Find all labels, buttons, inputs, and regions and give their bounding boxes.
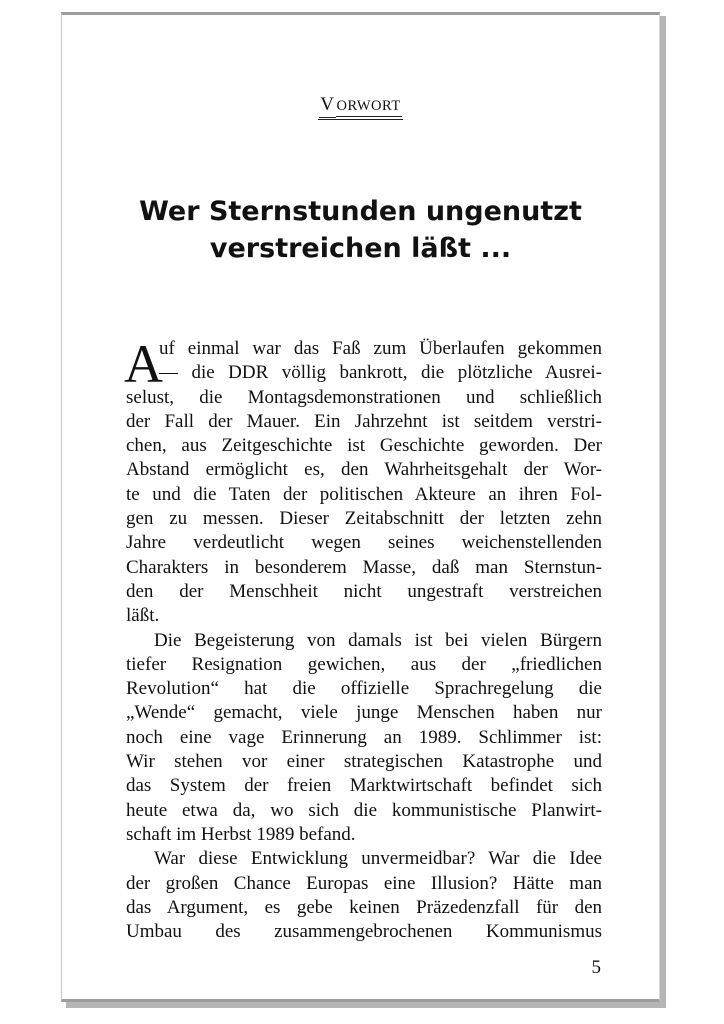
text-line: tiefer Resignation gewichen, aus der „friedlichen (126, 653, 602, 675)
chapter-title-line-1: Wer Sternstunden ungenutzt (139, 196, 582, 227)
text-line: „Wende“ gemacht, viele junge Menschen haben nur (126, 702, 602, 724)
text-line: Wir stehen vor einer strategischen Katastrophe und (126, 751, 602, 773)
text-line: selust, die Montagsdemonstrationen und schließlich (126, 386, 602, 408)
page-number: 5 (591, 957, 601, 978)
paragraph-1 (124, 334, 602, 629)
paragraph-3 (126, 847, 602, 944)
text-line: gen zu messen. Dieser Zeitabschnitt der letzten zehn (126, 508, 602, 530)
text-line: Charakters in besonderem Masse, daß man Sternstun- (126, 556, 602, 578)
text-line: Umbau des zusammengebrochenen Kommunismus (126, 921, 602, 943)
body-text (124, 334, 602, 944)
section-label (62, 94, 659, 120)
text-line: das System der freien Marktwirtschaft befindet sich (126, 775, 602, 797)
text-line: Jahre verdeutlicht wegen seines weichenstellenden (126, 532, 602, 554)
section-label-text: V ORWORT (318, 94, 402, 120)
text-line: Abstand ermöglicht es, den Wahrheitsgehalt der Wor- (126, 459, 602, 481)
text-line: War diese Entwicklung unvermeidbar? War die Idee (154, 848, 602, 870)
paragraph-2 (126, 629, 602, 848)
text-line: noch eine vage Erinnerung an 1989. Schlimmer ist: (126, 726, 602, 748)
text-line: Die Begeisterung von damals ist bei vielen Bürgern (154, 629, 602, 651)
chapter-title (62, 193, 659, 267)
drop-cap: A (124, 334, 163, 394)
book-page (61, 12, 660, 1002)
text-line: heute etwa da, wo sich die kommunistische Planwirt- (126, 799, 602, 821)
text-line: schaft im Herbst 1989 befand. (126, 823, 356, 845)
chapter-title-line-2: verstreichen läßt ... (209, 233, 512, 264)
text-line: der großen Chance Europas eine Illusion? Hätte man (126, 872, 602, 894)
text-line: uf einmal war das Faß zum Überlaufen gekommen (159, 338, 602, 359)
text-line: läßt. (126, 605, 160, 627)
text-line: der Fall der Mauer. Ein Jahrzehnt ist seitdem verstri- (126, 410, 602, 432)
text-line: das Argument, es gebe keinen Präzedenzfall für den (126, 896, 602, 918)
text-line: — die DDR völlig bankrott, die plötzliche Ausrei- (159, 362, 602, 384)
text-line: chen, aus Zeitgeschichte ist Geschichte geworden. Der (126, 435, 602, 457)
text-line: Revolution“ hat die offizielle Sprachregelung die (126, 678, 602, 700)
text-line: te und die Taten der politischen Akteure an ihren Fol- (126, 483, 602, 505)
text-line: den der Menschheit nicht ungestraft verstreichen (126, 580, 602, 602)
